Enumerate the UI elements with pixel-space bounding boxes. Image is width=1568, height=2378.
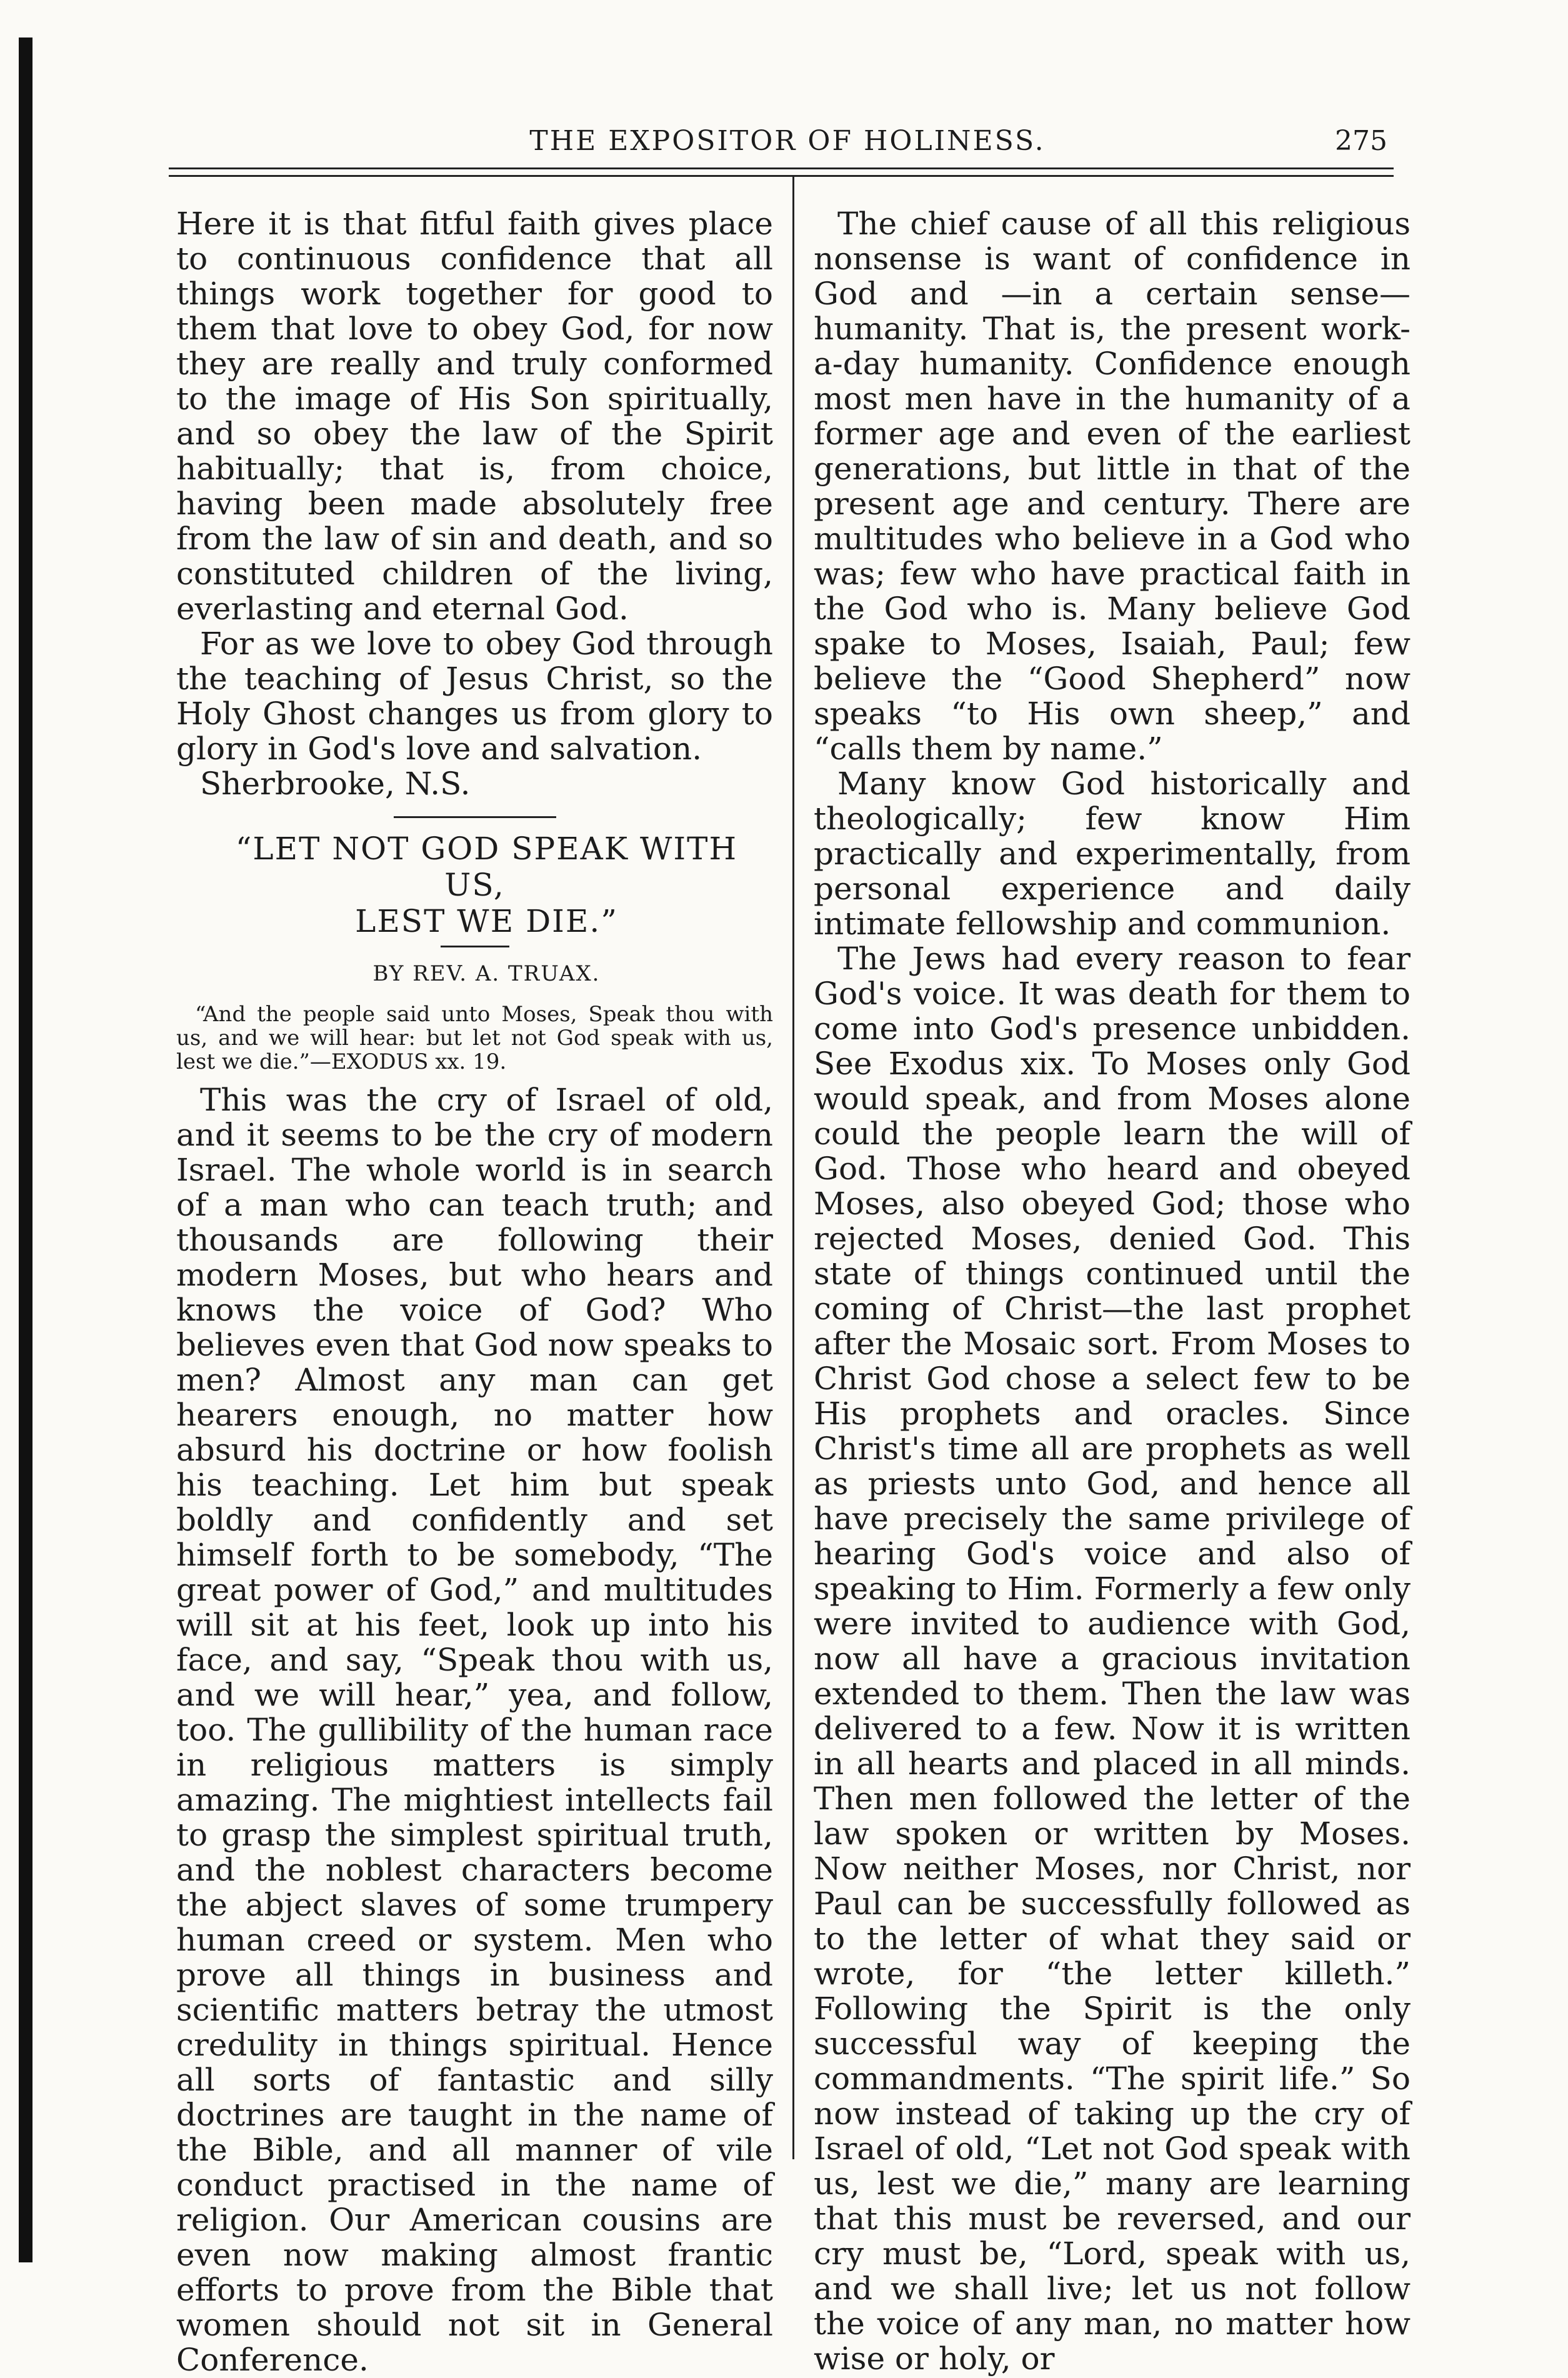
closing-paragraph: For as we love to obey God through the teaching of Jesus Christ, so the Holy Ghost changes us from glory to glory in God's love and salvation. [176,626,773,767]
header-rule-lower [169,175,1394,177]
article [176,831,773,2377]
journal-title: THE EXPOSITOR OF HOLINESS. [529,125,1046,157]
section-separator [394,816,556,818]
article-body-paragraph: Many know God historically and theologically; few know Him practically and experimentally, from personal experience and daily intimate fellowship and communion. [814,766,1411,942]
header-rule-upper [169,167,1394,169]
page-number: 275 [1335,125,1387,157]
article-title-line-2: LEST WE DIE.” [355,903,618,939]
article-body-paragraph: The chief cause of all this religious nonsense is want of confidence in God and —in a certain sense—humanity. That is, the present work-a-day humanity. Confidence enough most men have in the humanity of a former age and even of the earliest generations, but little in that of the present age and century. There are multitudes who believe in a God who was; few who have practical faith in the God who is. Many believe God spake to Moses, Isaiah, Paul; few believe the “Good Shepherd” now speaks “to His own sheep,” and “calls them by name.” [814,206,1411,767]
article-title-line-1: “LET NOT GOD SPEAK WITH US, [235,831,738,903]
continued-paragraph: Here it is that fitful faith gives place to continuous confidence that all things work together for good to them that love to obey God, for now they are really and truly conformed to the image of His Son spiritually, and so obey the law of the Spirit habitually; that is, from choice, having been made absolutely free from the law of sin and death, and so constituted children of the living, everlasting and eternal God. [176,206,773,627]
left-column [176,206,773,2377]
title-separator [441,946,509,947]
running-header [175,125,1400,162]
author-location: Sherbrooke, N.S. [200,766,471,802]
article-body-paragraph: The Jews had every reason to fear God's voice. It was death for them to come into God's presence unbidden. See Exodus xix. To Moses only God would speak, and from Moses alone could the people learn the will of God. Those who heard and obeyed Moses, also obeyed God; those who rejected Moses, denied God. This state of things continued until the coming of Christ—the last prophet after the Mosaic sort. From Moses to Christ God chose a select few to be His prophets and oracles. Since Christ's time all are prophets as well as priests unto God, and hence all have precisely the same privilege of hearing God's voice and also of speaking to Him. Formerly a few only were invited to audience with God, now all have a gracious invitation extended to them. Then the law was delivered to a few. Now it is written in all hearts and placed in all minds. Then men followed the letter of the law spoken or written by Moses. Now neither Moses, nor Christ, nor Paul can be successfully followed as to the letter of what they said or wrote, for “the letter killeth.” Following the Spirit is the only successful way of keeping the commandments. “The spirit life.” So now instead of taking up the cry of Israel of old, “Let not God speak with us, lest we die,” many are learning that this must be reversed, and our cry must be, “Lord, speak with us, and we shall live; let us not follow the voice of any man, no matter how wise or holy, or [814,941,1411,2377]
page-binding-edge [19,37,32,2262]
article-byline: BY REV. A. TRUAX. [372,961,601,986]
column-divider [792,175,794,2159]
article-body-paragraph: This was the cry of Israel of old, and it seems to be the cry of modern Israel. The whole world is in search of a man who can teach truth; and thousands are following their modern Moses, but who hears and knows the voice of God? Who believes even that God now speaks to men? Almost any man can get hearers enough, no matter how absurd his doctrine or how foolish his teaching. Let him but speak boldly and confidently and set himself forth to be somebody, “The great power of God,” and multitudes will sit at his feet, look up into his face, and say, “Speak thou with us, and we will hear,” yea, and follow, too. The gullibility of the human race in religious matters is simply amazing. The mightiest intellects fail to grasp the simplest spiritual truth, and the noblest characters become the abject slaves of some trumpery human creed or system. Men who prove all things in business and scientific matters betray the utmost credulity in things spiritual. Hence all sorts of fantastic and silly doctrines are taught in the name of the Bible, and all manner of vile conduct practised in the name of religion. Our American cousins are even now making almost frantic efforts to prove from the Bible that women should not sit in General Conference. [176,1082,773,2378]
right-column [814,206,1411,2376]
article-epigraph: “And the people said unto Moses, Speak thou with us, and we will hear: but let not God speak with us, lest we die.”—EXODUS xx. 19. [176,1002,773,1074]
